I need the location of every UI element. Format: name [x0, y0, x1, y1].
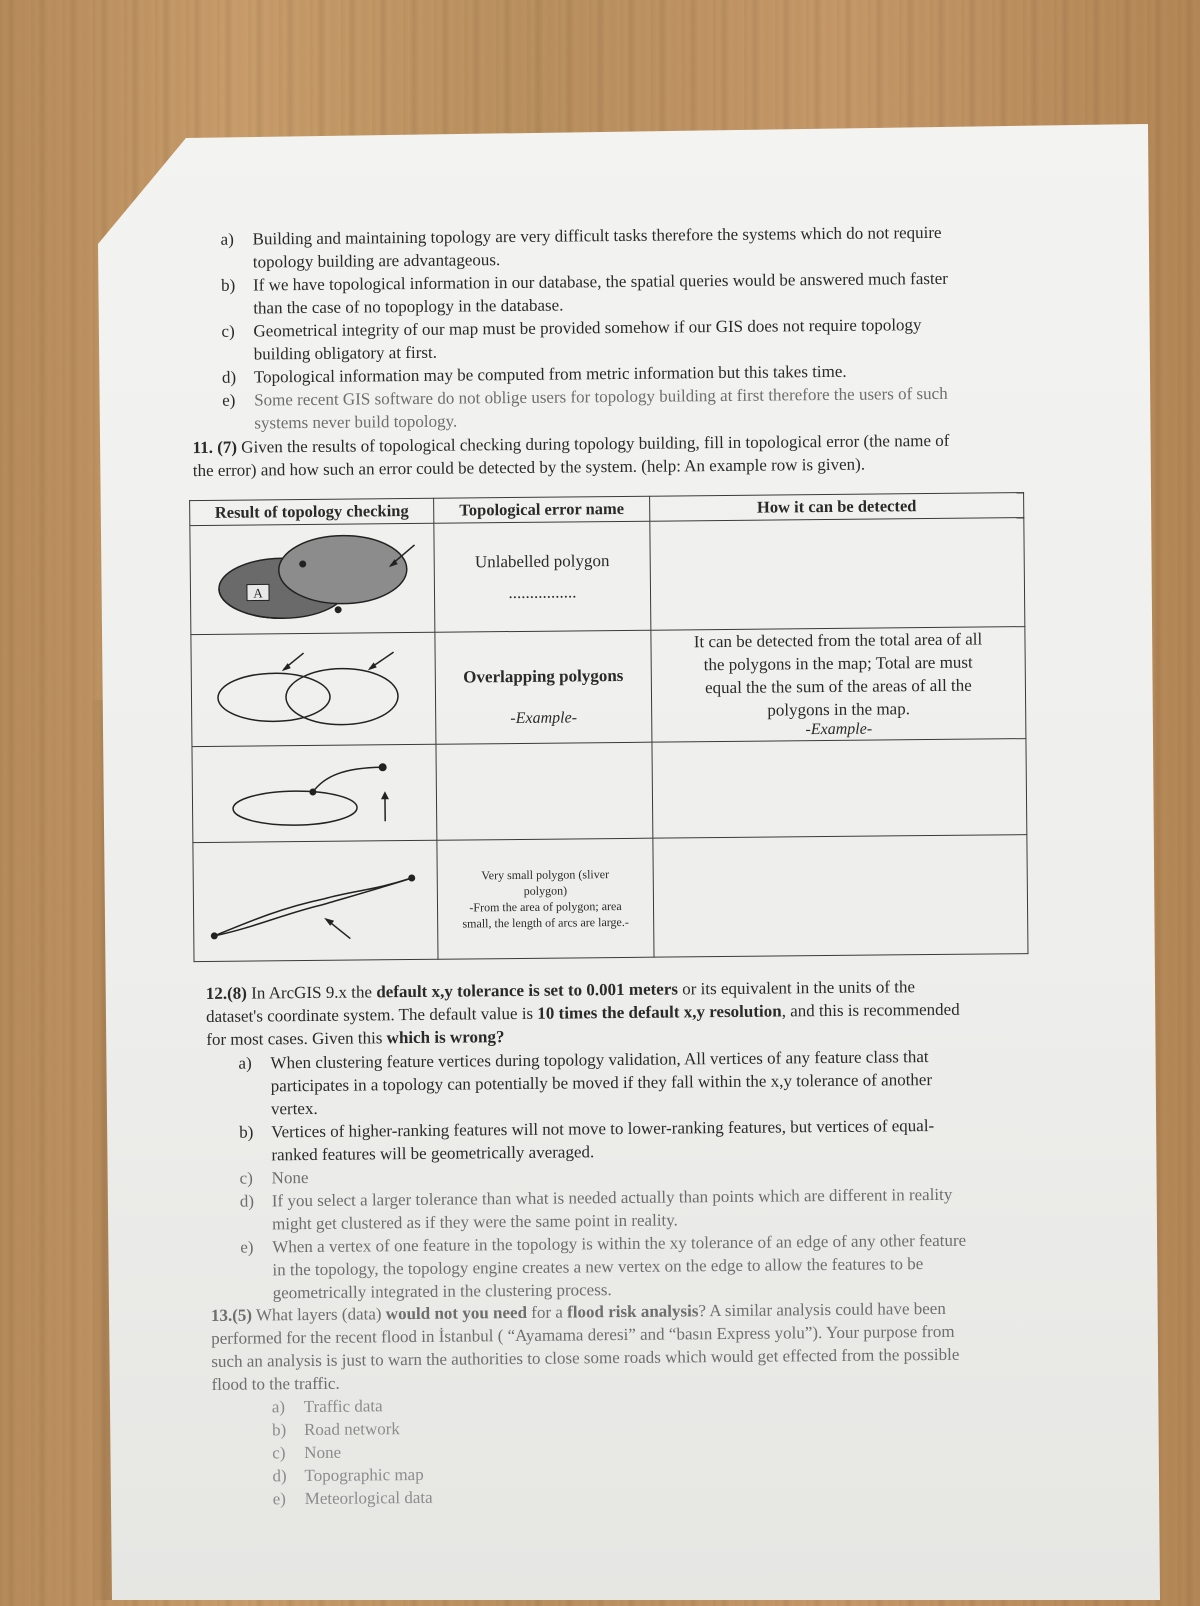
q10-option-text: Geometrical integrity of our map must be provided somehow if our GIS does not require topology building obligatory at first. [253, 313, 921, 365]
q11-text-line2: the error) and how such an error could be detected by the system. (help: An example row is given). [193, 455, 865, 480]
figure-overlapping-polygons [191, 632, 436, 747]
q13-text: What layers (data) [256, 1304, 386, 1324]
dangling-arc-diagram [204, 745, 425, 837]
q13-text: for a [527, 1303, 567, 1322]
q12-option-text: None [272, 1166, 309, 1189]
q12-number: 12.(8) [206, 984, 247, 1003]
sliver-text-line: small, the length of arcs are large.- [438, 914, 653, 932]
q12-text: , and this is recommended [782, 1000, 960, 1021]
error-name-cell [437, 839, 654, 960]
q13-option-text: Traffic data [304, 1394, 383, 1418]
q13-option-letter: d) [272, 1464, 302, 1487]
q12-option-letter: e) [240, 1235, 270, 1258]
q13-option-letter: b) [272, 1418, 302, 1441]
detection-text-line: the polygons in the map; Total are must [652, 650, 1025, 677]
q10-option-letter: c) [221, 320, 251, 343]
q13-option-e [273, 1484, 673, 1511]
detection-cell-empty [650, 518, 1025, 630]
error-name-unlabelled: Unlabelled polygon [435, 549, 650, 574]
q12-option-text: If you select a larger tolerance than what is needed actually than points which are different in reality might get clustered as if they were the same point in reality. [272, 1183, 953, 1236]
q13-text: performed for the recent flood in İstanbul ( “Ayamama deresi” and “basın Express yolu”). Your purpose from [211, 1322, 955, 1348]
q12-text: for most cases. Given this [206, 1028, 387, 1049]
q10-option-b [221, 266, 1041, 320]
figure-sliver-polygon [193, 841, 438, 962]
q12-option-text: When clustering feature vertices during topology validation, All vertices of any feature class that participates in a topology can potentially be moved if they fall within the x,y tolerance of another vertex. [270, 1045, 932, 1120]
example-tag: -Example- [436, 708, 651, 728]
error-name-cell [435, 630, 652, 745]
q11-prompt [192, 428, 1052, 482]
q10-option-a [220, 220, 1040, 274]
q12-bold-text: 10 times the default x,y resolution [537, 1001, 781, 1022]
q10-option-text: Some recent GIS software do not oblige users for topology building at first therefore the users of such systems never build topology. [254, 382, 948, 435]
q13-option-text: Road network [304, 1417, 400, 1441]
q12-option-letter: a) [238, 1051, 268, 1074]
unlabelled-polygon-diagram [202, 525, 423, 627]
q12-option-letter: b) [239, 1120, 269, 1143]
q10-option-letter: d) [222, 366, 252, 389]
q13-option-letter: a) [272, 1395, 302, 1418]
header-error-name: Topological error name [434, 496, 650, 523]
polygon-label-a: A [253, 586, 263, 601]
q13-option-letter: e) [273, 1487, 303, 1510]
sliver-text-line: polygon) [438, 882, 653, 900]
q12-option-e [240, 1228, 1071, 1305]
q11-number: 11. (7) [193, 438, 238, 457]
q12-prompt [206, 974, 1083, 1052]
q12-text: or its equivalent in the units of the [678, 977, 915, 998]
sliver-polygon-diagram [203, 848, 428, 950]
table-row [190, 518, 1025, 634]
q12-bold-text: default x,y tolerance is set to 0.001 meters [376, 979, 678, 1001]
error-name-cell [434, 521, 651, 632]
q12-text: In ArcGIS 9.x the [251, 982, 376, 1002]
error-name-cell-empty [436, 742, 653, 840]
q13-text: flood to the traffic. [212, 1374, 340, 1394]
q12-option-a [238, 1044, 1069, 1121]
detection-cell-empty [653, 835, 1028, 957]
q10-option-e [222, 381, 1042, 435]
figure-unlabelled-polygon [190, 523, 435, 634]
q13-bold-text: would not you need [386, 1303, 527, 1323]
q10-option-text: If we have topological information in our database, the spatial queries would be answered much faster than the case of no topoplogy in the database. [253, 267, 948, 320]
answer-blank-dots: ................ [435, 580, 650, 605]
q13-option-text: None [304, 1441, 341, 1464]
sliver-text-line: Very small polygon (sliver [438, 866, 653, 884]
q12-option-letter: c) [240, 1166, 270, 1189]
q10-option-text: Topological information may be computed from metric information but this takes time. [254, 360, 847, 389]
table-row [193, 835, 1028, 962]
detection-text-line: equal the the sum of the areas of all the [652, 673, 1025, 700]
detection-text-line: It can be detected from the total area of all [651, 627, 1024, 654]
example-tag: -Example- [652, 719, 1025, 741]
table-row [191, 626, 1026, 746]
overlapping-polygons-diagram [203, 634, 424, 740]
q12-bold-text: which is wrong? [387, 1027, 505, 1047]
figure-dangling-arc [192, 744, 437, 843]
q12-option-d [240, 1182, 1070, 1236]
q10-option-text: Building and maintaining topology are very difficult tasks therefore the systems which do not require topology building are advantageous. [252, 221, 941, 274]
q10-option-c [221, 312, 1041, 366]
q13-option-text: Meteorlogical data [305, 1486, 433, 1510]
error-name-overlapping: Overlapping polygons [436, 663, 651, 688]
q12-option-text: Vertices of higher-ranking features will not move to lower-ranking features, but vertices of equal- ranked features will be geometrically averaged. [271, 1114, 934, 1166]
q10-option-letter: b) [221, 274, 251, 297]
q11-text-line1: Given the results of topological checking during topology building, fill in topological error (the name of [241, 431, 949, 457]
q12-option-letter: d) [240, 1189, 270, 1212]
q13-option-text: Topographic map [304, 1463, 423, 1487]
q13-text: ? A similar analysis could have been [698, 1299, 946, 1320]
q13-bold-text: flood risk analysis [567, 1301, 698, 1321]
q13-number: 13.(5) [211, 1306, 252, 1325]
sliver-text-line: -From the area of polygon; area [438, 898, 653, 916]
detection-cell-empty [652, 739, 1027, 839]
q12-text: dataset's coordinate system. The default value is [206, 1004, 537, 1026]
q10-option-letter: e) [222, 389, 252, 412]
header-result: Result of topology checking [190, 498, 434, 525]
detection-text-line: polygons in the map. [652, 696, 1025, 723]
q13-option-letter: c) [272, 1441, 302, 1464]
detection-cell [651, 626, 1026, 742]
q12-option-b [239, 1113, 1069, 1167]
table-row [192, 739, 1027, 843]
header-how-detected: How it can be detected [650, 493, 1024, 522]
q13-text: such an analysis is just to warn the authorities to close some roads which would get effected from the possible [211, 1345, 959, 1371]
q12-option-text: When a vertex of one feature in the topology is within the xy tolerance of an edge of any other feature in the topology, the topology engine creates a new vertex on the edge to allow the features to be geometrically integrated in the clustering process. [272, 1229, 967, 1305]
q10-option-letter: a) [220, 228, 250, 251]
q13-prompt [211, 1296, 1092, 1396]
topology-error-table [189, 492, 1027, 962]
